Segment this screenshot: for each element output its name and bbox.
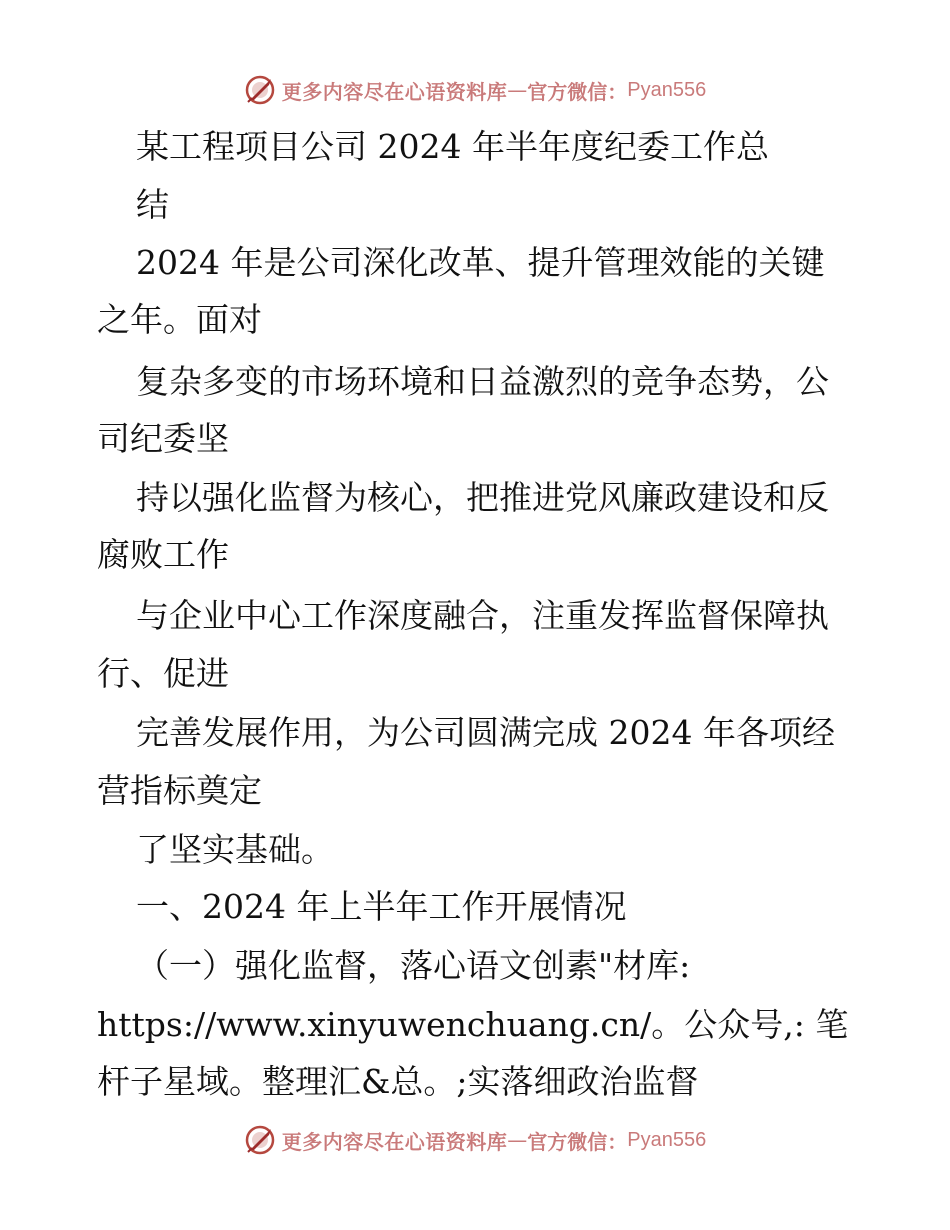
banner-main-text: 更多内容尽在心语资料库 bbox=[281, 1129, 508, 1154]
subsection-heading: （一）强化监督，落心语文创素"材库: bbox=[136, 946, 691, 985]
paragraph-line: 2024 年是公司深化改革、提升管理效能的关键 bbox=[136, 243, 825, 282]
paragraph-line: 营指标奠定 bbox=[97, 771, 262, 810]
paragraph-line: 杆子星域。整理汇&总。;实落细政治监督 bbox=[97, 1062, 699, 1101]
paragraph-line: 复杂多变的市场环境和日益激烈的竞争态势，公 bbox=[136, 362, 829, 401]
paragraph-line: 持以强化监督为核心，把推进党风廉政建设和反 bbox=[136, 478, 829, 517]
paragraph-line: 与企业中心工作深度融合，注重发挥监督保障执 bbox=[136, 596, 829, 635]
quill-logo-icon bbox=[244, 1124, 276, 1156]
paragraph-line: 行、促进 bbox=[97, 654, 229, 693]
banner-main-text: 更多内容尽在心语资料库 bbox=[281, 79, 508, 104]
document-title-line-2: 结 bbox=[136, 185, 169, 224]
paragraph-line: 腐败工作 bbox=[97, 535, 229, 574]
section-heading: 一、2024 年上半年工作开展情况 bbox=[136, 887, 627, 926]
paragraph-line: 司纪委坚 bbox=[97, 419, 229, 458]
banner-wechat-label: 官方微信： bbox=[527, 79, 628, 104]
banner-wechat-id: Pyan556 bbox=[627, 78, 707, 101]
paragraph-line: 之年。面对 bbox=[97, 300, 262, 339]
banner-wechat-label: 官方微信： bbox=[527, 1129, 628, 1154]
paragraph-line: 完善发展作用，为公司圆满完成 2024 年各项经 bbox=[136, 713, 835, 752]
header-banner bbox=[0, 70, 950, 110]
banner-dash: — bbox=[507, 1128, 528, 1152]
footer-banner bbox=[0, 1120, 950, 1160]
document-title-line-1: 某工程项目公司 2024 年半年度纪委工作总 bbox=[136, 127, 769, 166]
paragraph-line: https://www.xinyuwenchuang.cn/。公众号,: 笔 bbox=[97, 1005, 849, 1044]
banner-wechat-id: Pyan556 bbox=[627, 1128, 707, 1151]
quill-logo-icon bbox=[244, 74, 276, 106]
paragraph-line: 了坚实基础。 bbox=[136, 830, 334, 869]
banner-dash: — bbox=[507, 78, 528, 102]
